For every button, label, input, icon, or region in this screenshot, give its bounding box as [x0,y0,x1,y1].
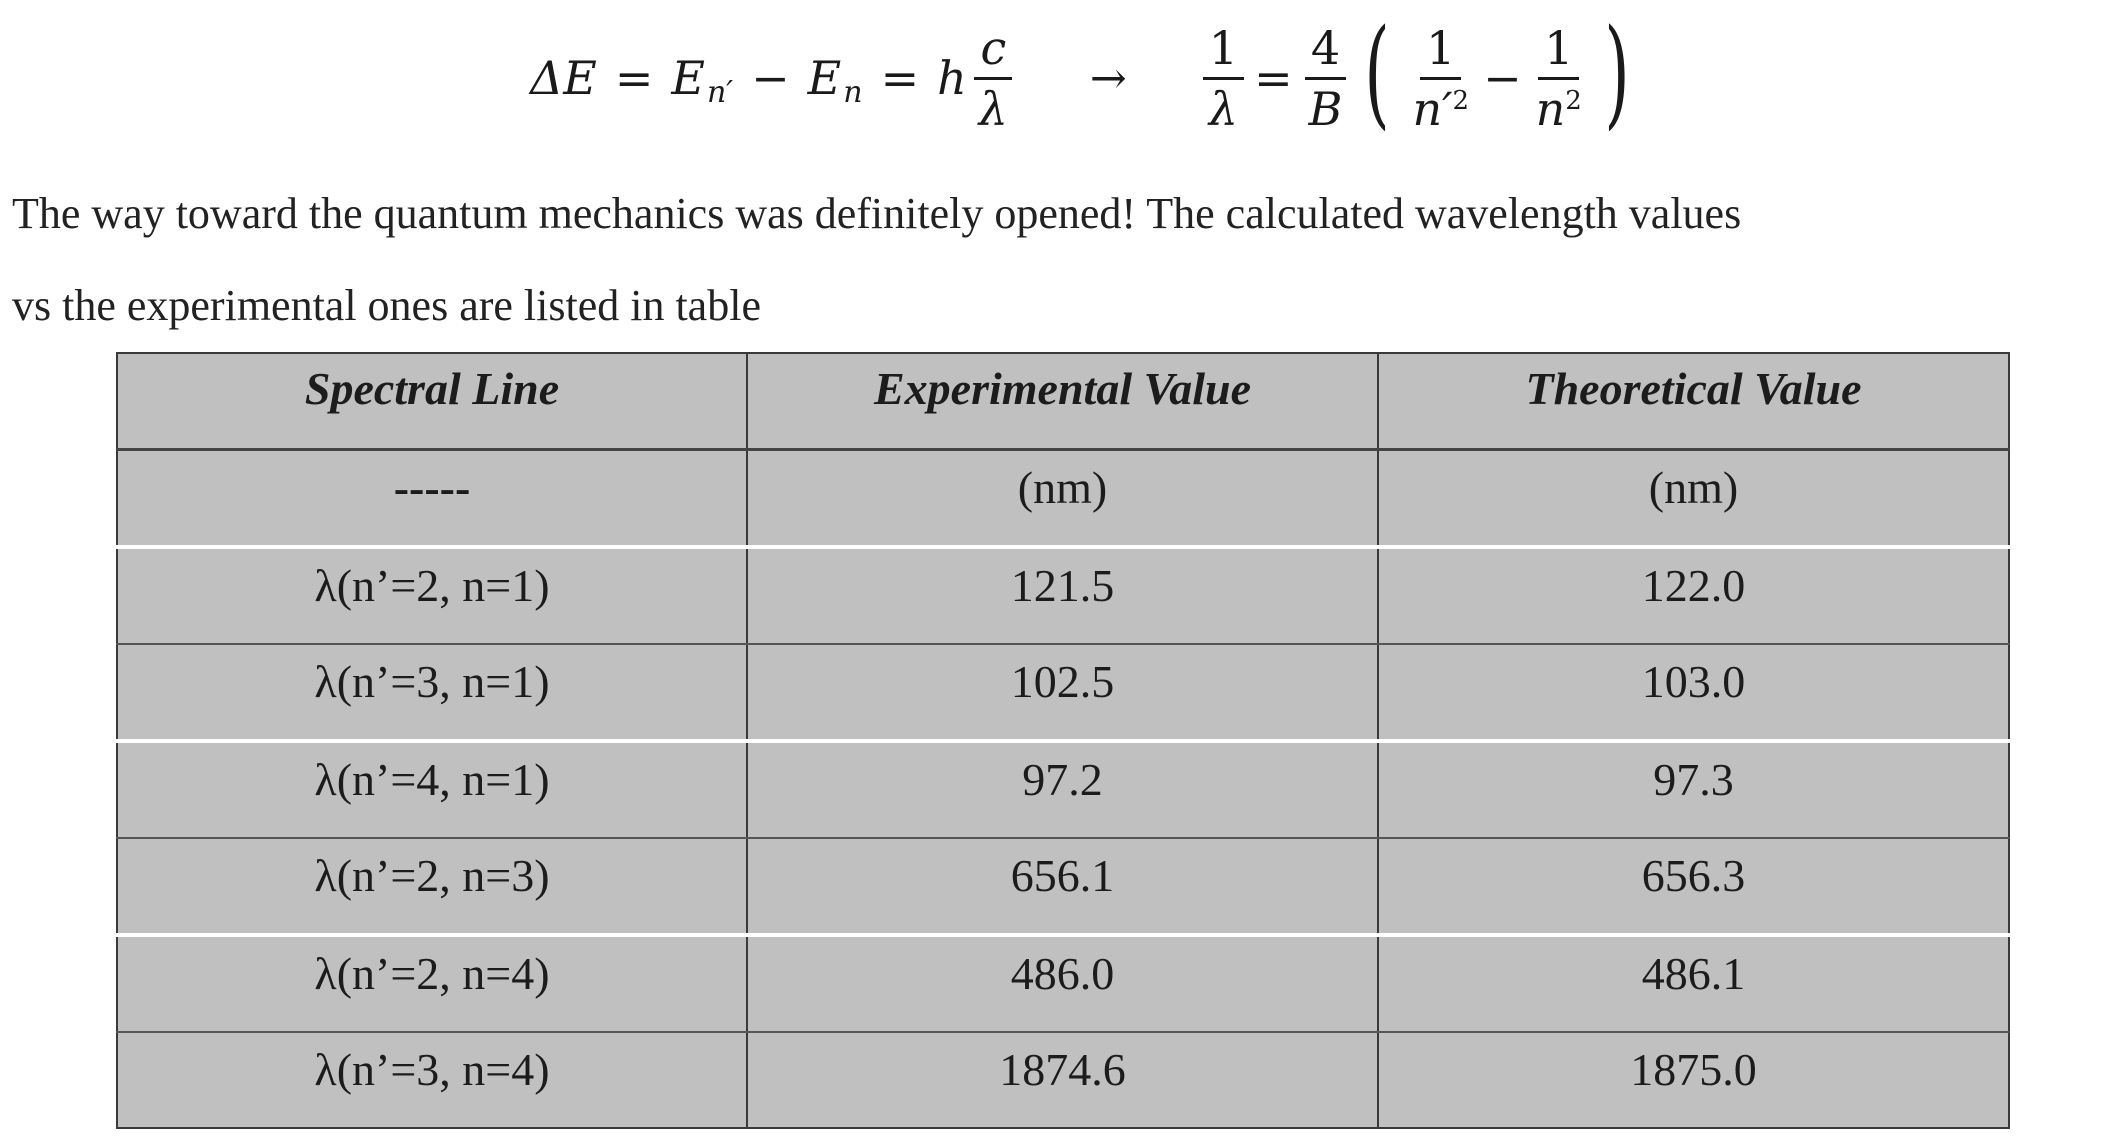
table-units-row [117,450,2009,548]
e-n-subscript: n [843,74,863,110]
table-row [117,838,2009,935]
cell-experimental: 1874.6 [747,1032,1378,1128]
minus-sign: − [751,51,790,105]
equals-sign: = [614,51,654,105]
cell-spectral-line: λ(n’=3, n=4) [117,1032,747,1128]
equals-sign-3: = [1254,51,1293,105]
cell-spectral-line: λ(n’=4, n=1) [117,741,747,838]
table-row [117,1032,2009,1128]
cell-experimental: 121.5 [747,547,1378,644]
cell-theoretical: 122.0 [1378,547,2009,644]
minus-sign-2: − [1483,51,1522,105]
cell-spectral-line: λ(n’=2, n=1) [117,547,747,644]
table-row [117,547,2009,644]
equation-line [530,3,1640,141]
cell-experimental: 102.5 [747,644,1378,741]
e-nprime-symbol: E [671,51,705,105]
cell-experimental: 656.1 [747,838,1378,935]
fraction-numerator: 1 [1203,25,1244,80]
cell-spectral-line: λ(n’=2, n=3) [117,838,747,935]
cell-theoretical: 103.0 [1378,644,2009,741]
table-header-row [117,353,2009,450]
cell-theoretical: 656.3 [1378,838,2009,935]
cell-theoretical: 486.1 [1378,935,2009,1032]
c-over-lambda-fraction [973,20,1014,136]
fraction-numerator: c [974,25,1012,80]
cell-spectral-line: λ(n’=2, n=4) [117,935,747,1032]
cell-experimental: 97.2 [747,741,1378,838]
rydberg-equation [1197,3,1640,141]
close-parenthesis: ) [1604,3,1630,141]
equals-sign-2: = [880,51,920,105]
planck-h-symbol: h [937,51,967,105]
four-over-b-fraction [1303,20,1349,136]
nprime-symbol: n′ [1412,81,1453,136]
fraction-denominator [1406,80,1475,136]
cell-theoretical: 97.3 [1378,741,2009,838]
exponent: 2 [1565,85,1582,116]
header-experimental-value: Experimental Value [747,353,1378,450]
paragraph-line-1: The way toward the quantum mechanics was definitely opened! The calculated wavelength values [12,189,1742,238]
paragraph-line-2: vs the experimental ones are listed in table [12,281,761,330]
wavelength-table [116,352,2010,1129]
exponent: 2 [1452,85,1470,116]
cell-spectral-line: λ(n’=3, n=1) [117,644,747,741]
cell-experimental: 486.0 [747,935,1378,1032]
units-theoretical: (nm) [1378,450,2009,548]
fraction-denominator: λ [1208,81,1238,136]
fraction-denominator: λ [978,81,1008,136]
units-experimental: (nm) [747,450,1378,548]
table-row [117,741,2009,838]
open-parenthesis: ( [1364,3,1391,141]
units-spectral-line: ----- [117,450,747,548]
fraction-denominator: B [1308,81,1343,136]
fraction-denominator [1530,80,1588,136]
cell-theoretical: 1875.0 [1378,1032,2009,1128]
e-nprime-subscript: n′ [706,74,734,110]
delta-e-symbol: ΔE [530,51,597,105]
fraction-numerator: 1 [1420,25,1461,80]
table-row [117,935,2009,1032]
n-symbol: n [1535,81,1566,136]
fraction-numerator: 4 [1305,25,1346,80]
e-n-symbol: E [807,51,842,105]
fraction-numerator: 1 [1538,25,1579,80]
right-arrow-icon: → [1089,52,1127,104]
table-row [117,644,2009,741]
one-over-nprime-squared-fraction [1406,20,1475,136]
one-over-lambda-fraction [1203,20,1244,136]
body-paragraph [12,168,2122,352]
header-theoretical-value: Theoretical Value [1378,353,2009,450]
one-over-n-squared-fraction [1530,20,1588,136]
energy-equation [530,20,1020,136]
header-spectral-line: Spectral Line [117,353,747,450]
